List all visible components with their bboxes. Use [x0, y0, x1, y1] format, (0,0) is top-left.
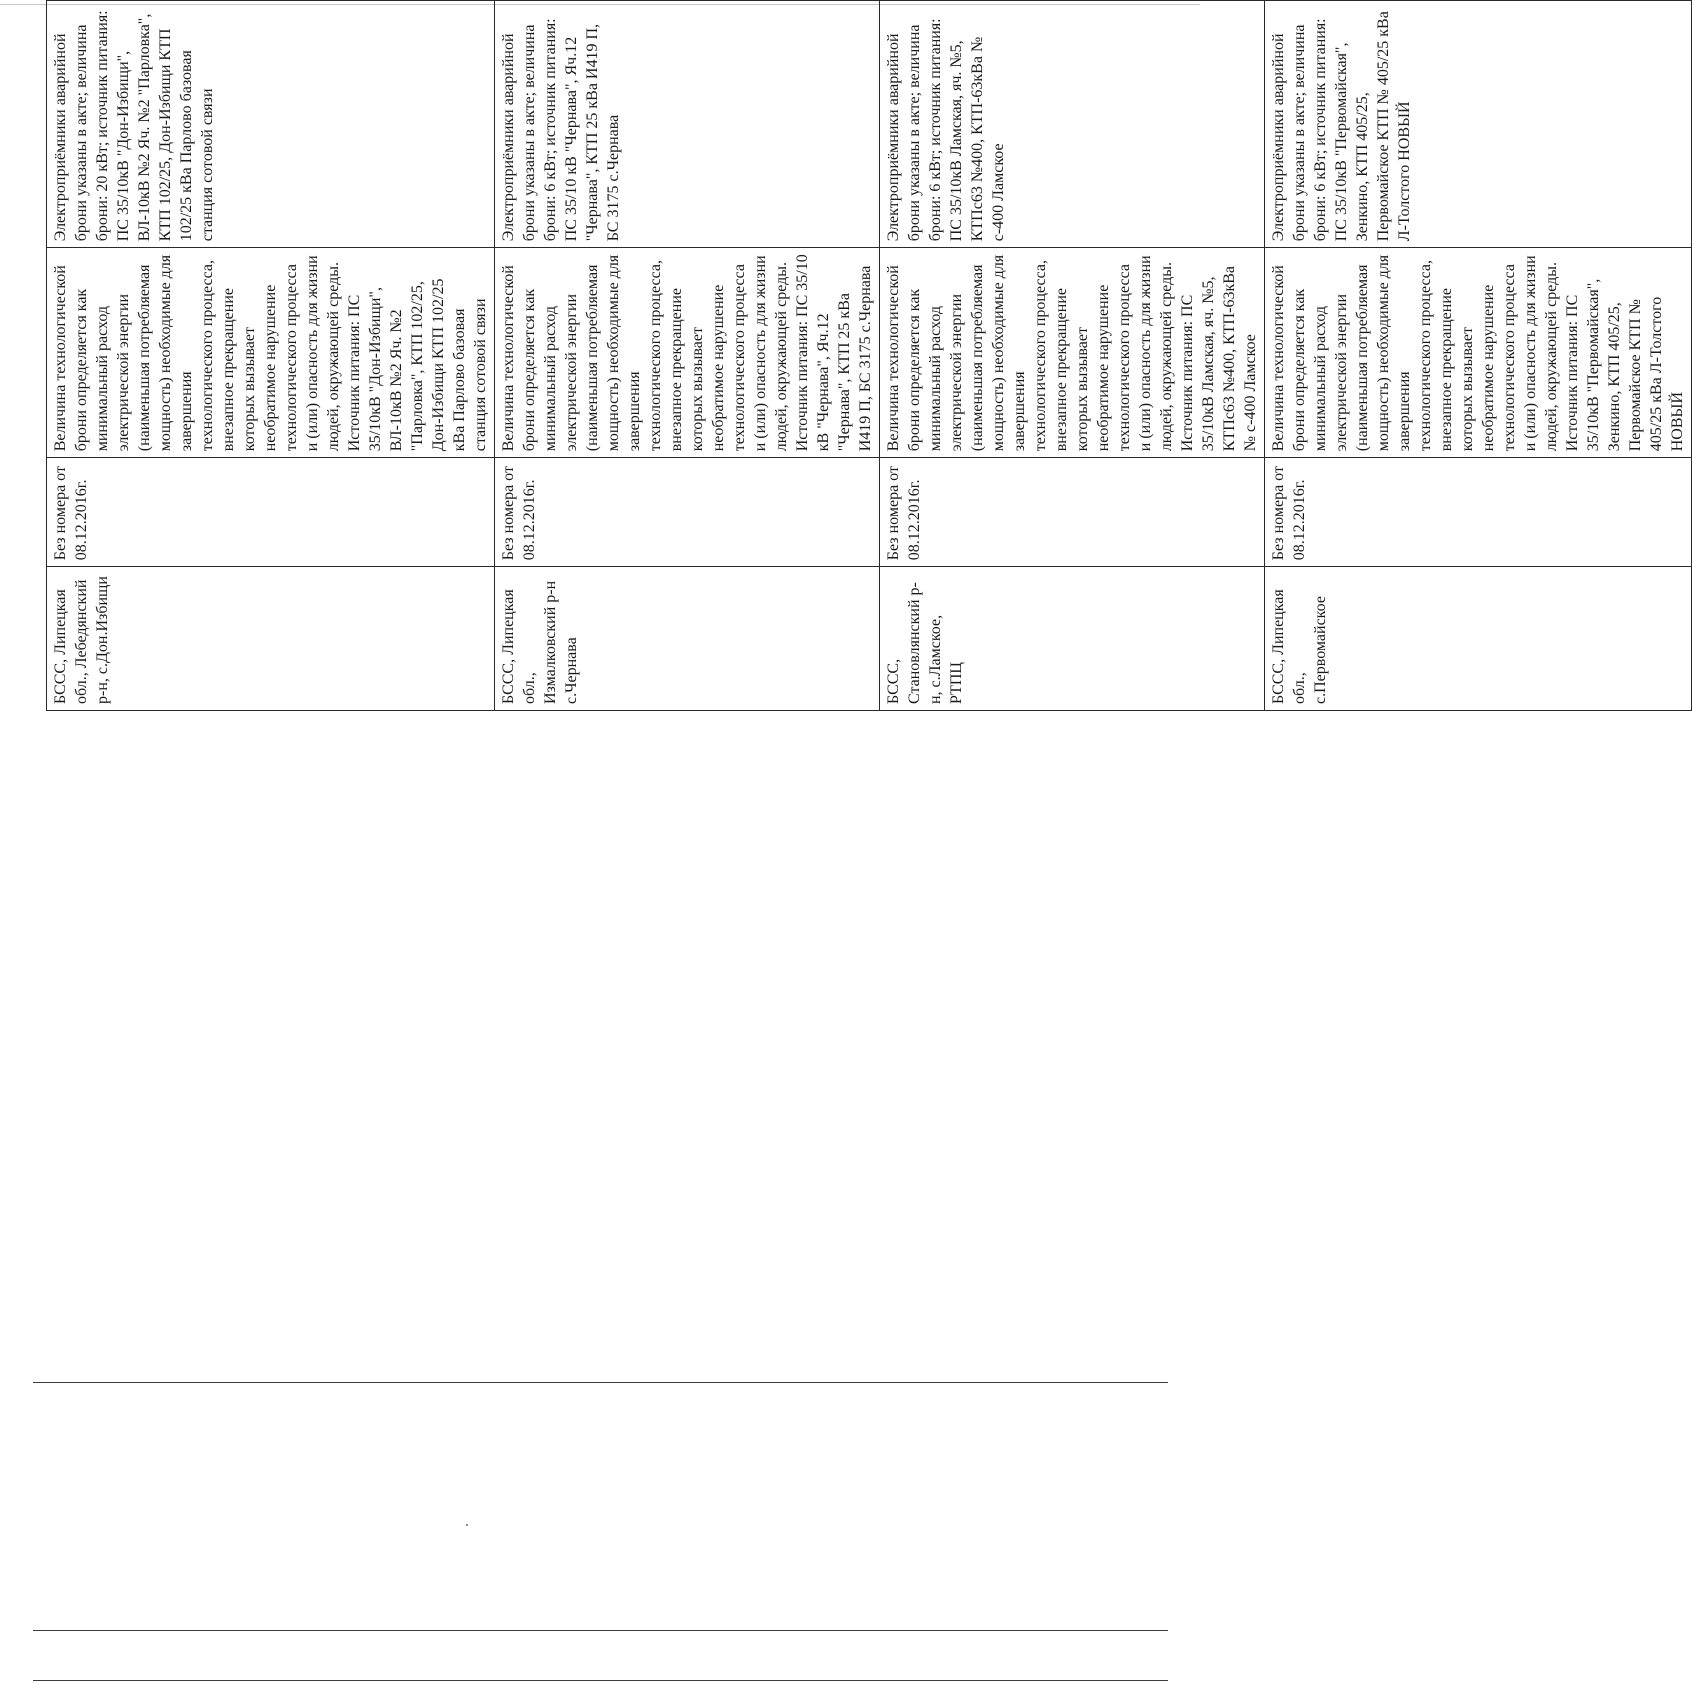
table-row [1265, 1, 1692, 711]
object-cell: БССС, Липецкая обл., с.Первомайское [1265, 567, 1692, 711]
signature-rule [33, 1680, 1168, 1681]
signature-rule [33, 1382, 1168, 1383]
tech-reserve-cell: Величина технологической брони определяется как минимальный расход электрической энергии (наименьшая потребляемая мощность) необходимые для завершения технологического процесса, внезапное прекращение которых вызывает необратимое нарушение технологического процесса и (или) опасность для жизни людей, окружающей среды. Источник питания: ПС 35/10 кВ "Чернава", Яч.12 "Чернава", КТП 25 кВа И419 П, БС 3175 с.Чернава [495, 248, 880, 458]
act-cell: Без номера от 08.12.2016г. [47, 458, 495, 567]
act-cell: Без номера от 08.12.2016г. [1265, 458, 1692, 567]
object-cell: БССС, Становлянский р-н, с.Ламское, РТПЦ [880, 567, 1265, 711]
tech-reserve-cell: Величина технологической брони определяется как минимальный расход электрической энергии (наименьшая потребляемая мощность) необходимые для завершения технологического процесса, внезапное прекращение которых вызывает необратимое нарушение технологического процесса и (или) опасность для жизни людей, окружающей среды. Источник питания: ПС 35/10кВ "Первомайская", Зенкино, КТП 405/25, Первомайское КТП № 405/25 кВа Л-Толстого НОВЫЙ [1265, 248, 1692, 458]
table-row [495, 1, 880, 711]
object-cell: БССС, Липецкая обл., Лебедянский р-н, с.Дон.Избищи [47, 567, 495, 711]
scan-speck [466, 1524, 468, 1526]
emergency-reserve-cell: Электроприёмники аварийной брони указаны в акте; величина брони: 6 кВт; источник питания: ПС 35/10 кВ "Чернава", Яч.12 "Чернава", КТП 25 кВа И419 П, БС 3175 с.Чернава [495, 1, 880, 248]
tech-reserve-cell: Величина технологической брони определяется как минимальный расход электрической энергии (наименьшая потребляемая мощность) необходимые для завершения технологического процесса, внезапное прекращение которых вызывает необратимое нарушение технологического процесса и (или) опасность для жизни людей, окружающей среды. Источник питания: ПС 35/10кВ "Дон-Избищи", ВЛ-10кВ №2 Яч. №2 "Парловка", КТП 102/25, Дон-Избищи КТП 102/25 кВа Парлово базовая станция сотовой связи [47, 248, 495, 458]
emergency-reserve-cell: Электроприёмники аварийной брони указаны в акте; величина брони: 20 кВт; источник питания: ПС 35/10кВ "Дон-Избищи", ВЛ-10кВ №2 Яч. №2 "Парловка", КТП 102/25, Дон-Избищи КТП 102/25 кВа Парлово базовая станция сотовой связи [47, 1, 495, 248]
table-row [47, 1, 495, 711]
object-cell: БССС, Липецкая обл., Измалковский р-н с.Чернава [495, 567, 880, 711]
act-cell: Без номера от 08.12.2016г. [495, 458, 880, 567]
table-row [880, 1, 1265, 711]
tech-reserve-cell: Величина технологической брони определяется как минимальный расход электрической энергии (наименьшая потребляемая мощность) необходимые для завершения технологического процесса, внезапное прекращение которых вызывает необратимое нарушение технологического процесса и (или) опасность для жизни людей, окружающей среды. Источник питания: ПС 35/10кВ Ламская, яч. №5, КТПс63 №400, КТП-63кВа № с-400 Ламское [880, 248, 1265, 458]
emergency-reserve-cell: Электроприёмники аварийной брони указаны в акте; величина брони: 6 кВт; источник питания: ПС 35/10кВ "Первомайская", Зенкино, КТП 405/25, Первомайское КТП № 405/25 кВа Л-Толстого НОВЫЙ [1265, 1, 1692, 248]
act-cell: Без номера от 08.12.2016г. [880, 458, 1265, 567]
reserve-table [46, 0, 1692, 711]
emergency-reserve-cell: Электроприёмники аварийной брони указаны в акте; величина брони: 6 кВт; источник питания: ПС 35/10кВ Ламская, яч. №5, КТПс63 №400, КТП-63кВа № с-400 Ламское [880, 1, 1265, 248]
signature-rule [33, 1630, 1168, 1631]
